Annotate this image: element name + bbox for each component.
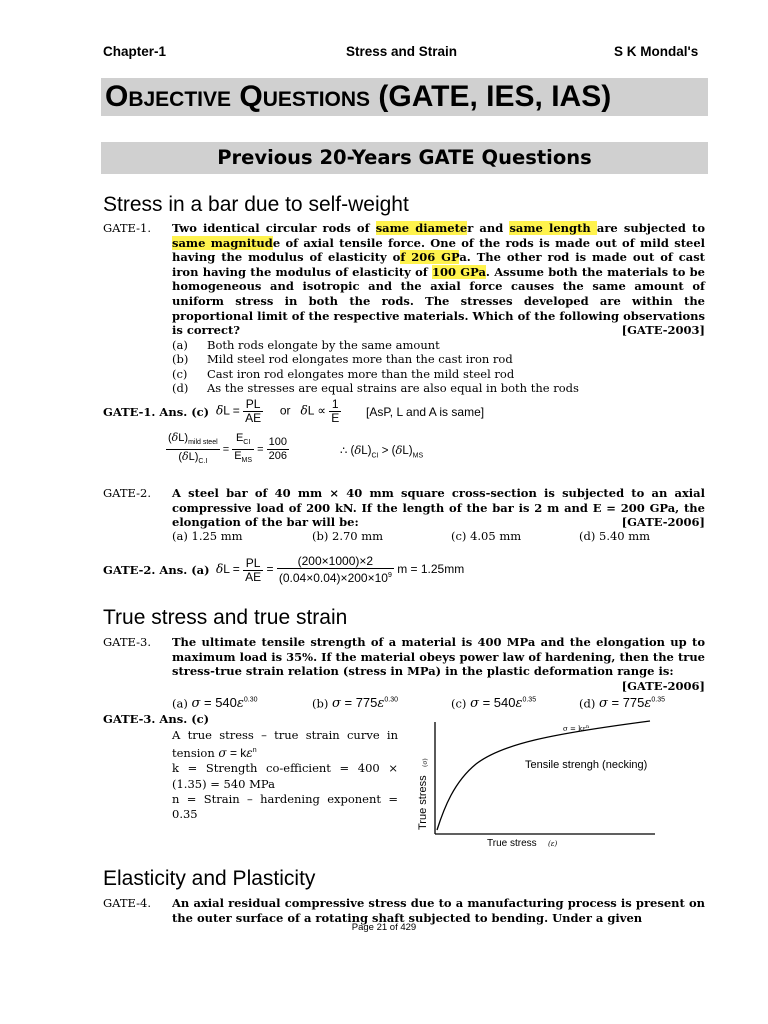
q4-label: GATE-4. bbox=[103, 896, 151, 910]
q2-option-a: (a) 1.25 mm bbox=[172, 529, 243, 543]
q3-option-a: (a) $\sigma = 540\varepsilon^{0.30}$ bbox=[172, 695, 258, 712]
figure-xlabel: True stress bbox=[487, 838, 537, 849]
q1-option-a-key: (a) bbox=[172, 338, 188, 352]
q2-option-d: (d) 5.40 mm bbox=[579, 529, 651, 543]
header-chapter: Chapter-1 bbox=[103, 44, 167, 59]
a1-formula: δL = $\frac{PL}{AE}$ or δL ∝ $\frac{1}{E}$ bbox=[216, 397, 340, 425]
objective-questions-title: Objective Questions (GATE, IES, IAS) bbox=[101, 78, 708, 116]
q2-text: A steel bar of 40 mm × 40 mm square cross-section is subjected to an axial compressive load of 200 kN. If the length of the bar is 2 m and E = 200 GPa, the elongation of the bar will be: [GATE-2006] bbox=[172, 486, 705, 530]
a3-line1: A true stress – true strain curve in tension $\sigma = k\varepsilon^n$ bbox=[172, 728, 398, 761]
q2-option-b: (b) 2.70 mm bbox=[312, 529, 384, 543]
previous-years-title: Previous 20-Years GATE Questions bbox=[101, 142, 708, 174]
a1-note: [AsP, L and A is same] bbox=[366, 405, 485, 419]
section-true-stress: True stress and true strain bbox=[103, 606, 348, 629]
q2-option-c: (c) 4.05 mm bbox=[451, 529, 522, 543]
q1-option-a: Both rods elongate by the same amount bbox=[207, 338, 440, 352]
q3-tag: [GATE-2006] bbox=[621, 678, 705, 693]
q3-text: The ultimate tensile strength of a material is 400 MPa and the elongation up to maximum load is 35%. If the material obeys power law of hardening, then the true stress-true strain relation (stress in MPa) in the plastic deformation range is: [GATE-2006] bbox=[172, 635, 705, 693]
q1-text: Two identical circular rods of same diameter and same length are subjected to same magnitude of axial tensile force. One of the rods is made out of mild steel having the modulus of elasticity of 206 GPa. The other rod is made out of cast iron having the modulus of elasticity of 100 GPa. Assume both the materials to be homogeneous and isotropic and the axial force causes the same amount of uniform stress in both the rods. The stresses developed are within the proportional limit of the respective materials. Which of the following observations is correct? [GATE-2003] bbox=[172, 221, 706, 338]
q3-option-c: (c) $\sigma = 540\varepsilon^{0.35}$ bbox=[451, 695, 537, 712]
q1-option-b-key: (b) bbox=[172, 352, 189, 366]
q3-option-d: (d) $\sigma = 775\varepsilon^{0.35}$ bbox=[579, 695, 666, 712]
q1-option-d: As the stresses are equal strains are also equal in both the rods bbox=[207, 381, 579, 395]
a1-label: GATE-1. Ans. (c) bbox=[103, 405, 210, 419]
a3-line3: n = Strain – hardening exponent = 0.35 bbox=[172, 791, 398, 822]
section-self-weight: Stress in a bar due to self-weight bbox=[103, 193, 409, 216]
a1-conclusion: ∴ $(\delta L)_{CI} > (\delta L)_{MS}$ bbox=[340, 443, 424, 460]
q3-label: GATE-3. bbox=[103, 635, 151, 649]
a3-line2: k = Strength co-efficient = 400 × (1.35) = 540 MPa bbox=[172, 761, 398, 791]
q1-option-c: Cast iron rod elongates more than the mild steel rod bbox=[207, 367, 515, 381]
figure-necking-label: Tensile strengh (necking) bbox=[525, 759, 648, 771]
header-subject: Stress and Strain bbox=[346, 44, 458, 59]
figure-curve-label: $\sigma = k\varepsilon^n$ bbox=[563, 724, 590, 733]
a3-label: GATE-3. Ans. (c) bbox=[103, 712, 210, 726]
section-elasticity: Elasticity and Plasticity bbox=[103, 867, 316, 890]
q2-label: GATE-2. bbox=[103, 486, 151, 500]
figure-ysym: (σ) bbox=[422, 758, 429, 767]
a3-text bbox=[172, 728, 398, 822]
figure-ylabel: True stress bbox=[417, 775, 429, 830]
q1-option-b: Mild steel rod elongates more than the cast iron rod bbox=[207, 352, 513, 366]
figure-curve bbox=[437, 721, 650, 830]
q2-tag: [GATE-2006] bbox=[621, 515, 705, 530]
a2-formula: δL = $\frac{PL}{AE}$ = $\frac{(200\times 1000)\times 2}{(0.04\times 0.04)\times 200\times 10^9}$ m = 1.25mm bbox=[216, 554, 465, 585]
figure-xsym: (ε) bbox=[548, 840, 558, 848]
q1-tag: [GATE-2003] bbox=[621, 323, 705, 338]
q1-label: GATE-1. bbox=[103, 221, 151, 235]
header-author: S K Mondal's bbox=[614, 44, 699, 59]
true-stress-strain-figure bbox=[410, 712, 710, 854]
q1-option-d-key: (d) bbox=[172, 381, 189, 395]
a2-label: GATE-2. Ans. (a) bbox=[103, 563, 210, 577]
q4-text: An axial residual compressive stress due to a manufacturing process is present on the outer surface of a rotating shaft subjected to bending. Under a given bbox=[172, 896, 705, 925]
page-number: Page 21 of 429 bbox=[351, 922, 417, 933]
q3-option-b: (b) $\sigma = 775\varepsilon^{0.30}$ bbox=[312, 695, 399, 712]
q1-option-c-key: (c) bbox=[172, 367, 188, 381]
a1-ratio: $\frac{(\delta L)_{mild steel}}{(\delta L)_{C.I}}$ = $\frac{E_{CI}}{E_{MS}}$ = $\frac{100}{206}$ bbox=[168, 431, 287, 466]
